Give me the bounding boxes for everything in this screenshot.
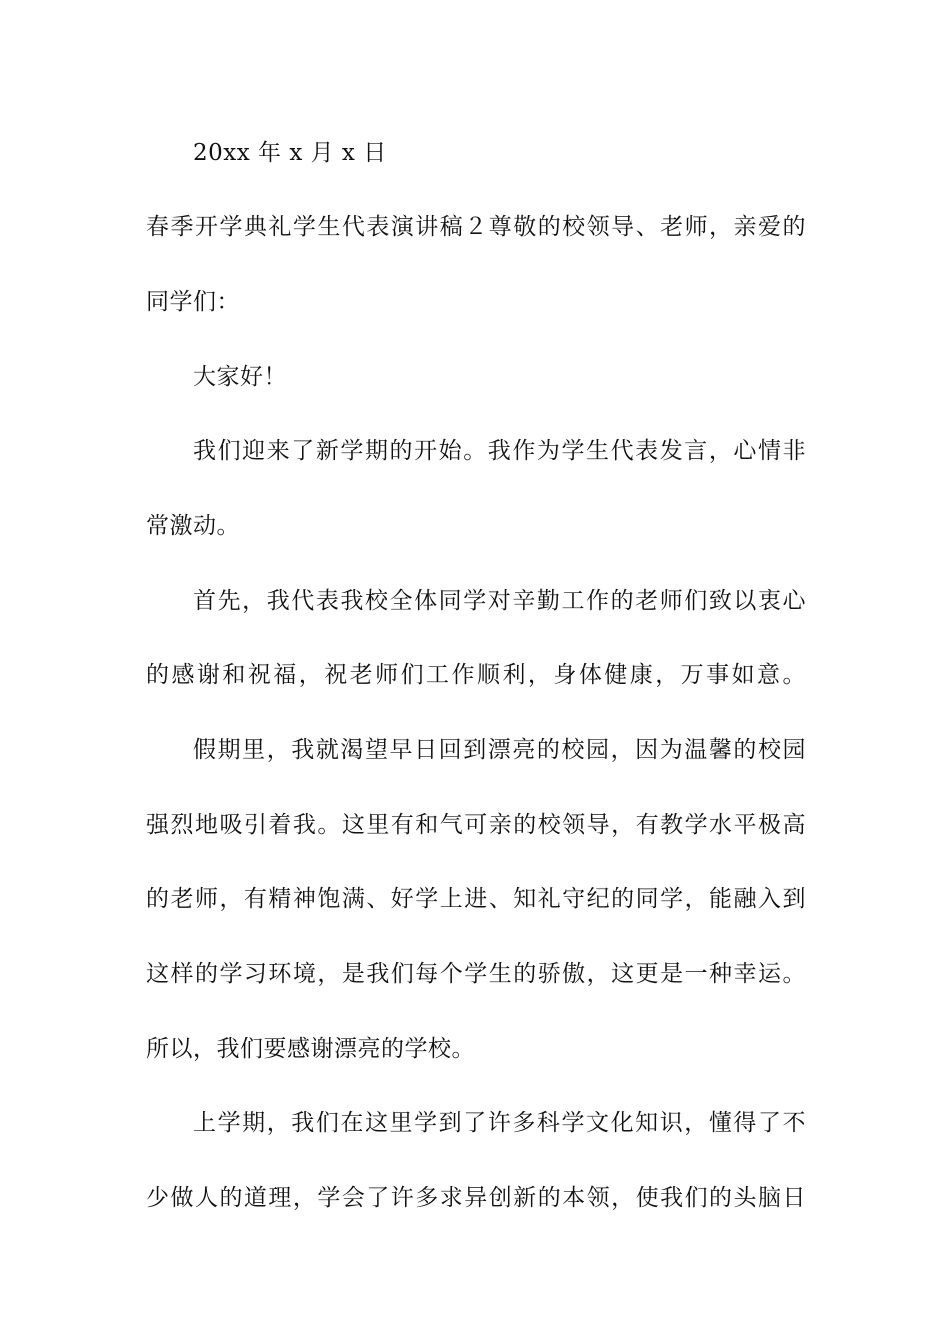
paragraph-line: 假期里，我就渴望早日回到漂亮的校园，因为温馨的校园 xyxy=(193,737,806,763)
paragraph-line: 这样的学习环境，是我们每个学生的骄傲，这更是一种幸运。 xyxy=(146,961,806,987)
salutation-line: 同学们： xyxy=(146,289,240,315)
speech-title-line: 春季开学典礼学生代表演讲稿２尊敬的校领导、老师，亲爱的 xyxy=(146,214,806,240)
paragraph-line: 上学期，我们在这里学到了许多科学文化知识，懂得了不 xyxy=(193,1110,806,1136)
paragraph-line: 所以，我们要感谢漂亮的学校。 xyxy=(146,1036,475,1062)
greeting-line: 大家好！ xyxy=(193,364,287,390)
paragraph-line: 首先，我代表我校全体同学对辛勤工作的老师们致以衷心 xyxy=(193,588,806,614)
paragraph-line: 的老师，有精神饱满、好学上进、知礼守纪的同学，能融入到 xyxy=(146,886,806,912)
paragraph-line: 的感谢和祝福，祝老师们工作顺利，身体健康，万事如意。 xyxy=(146,662,806,688)
paragraph-line: 少做人的道理，学会了许多求异创新的本领，使我们的头脑日 xyxy=(146,1185,806,1211)
date-line: 20xx 年 x 月 x 日 xyxy=(193,140,387,166)
paragraph-line: 强烈地吸引着我。这里有和气可亲的校领导，有教学水平极高 xyxy=(146,812,806,838)
paragraph-line: 常激动。 xyxy=(146,513,240,539)
paragraph-line: 我们迎来了新学期的开始。我作为学生代表发言，心情非 xyxy=(193,438,806,464)
